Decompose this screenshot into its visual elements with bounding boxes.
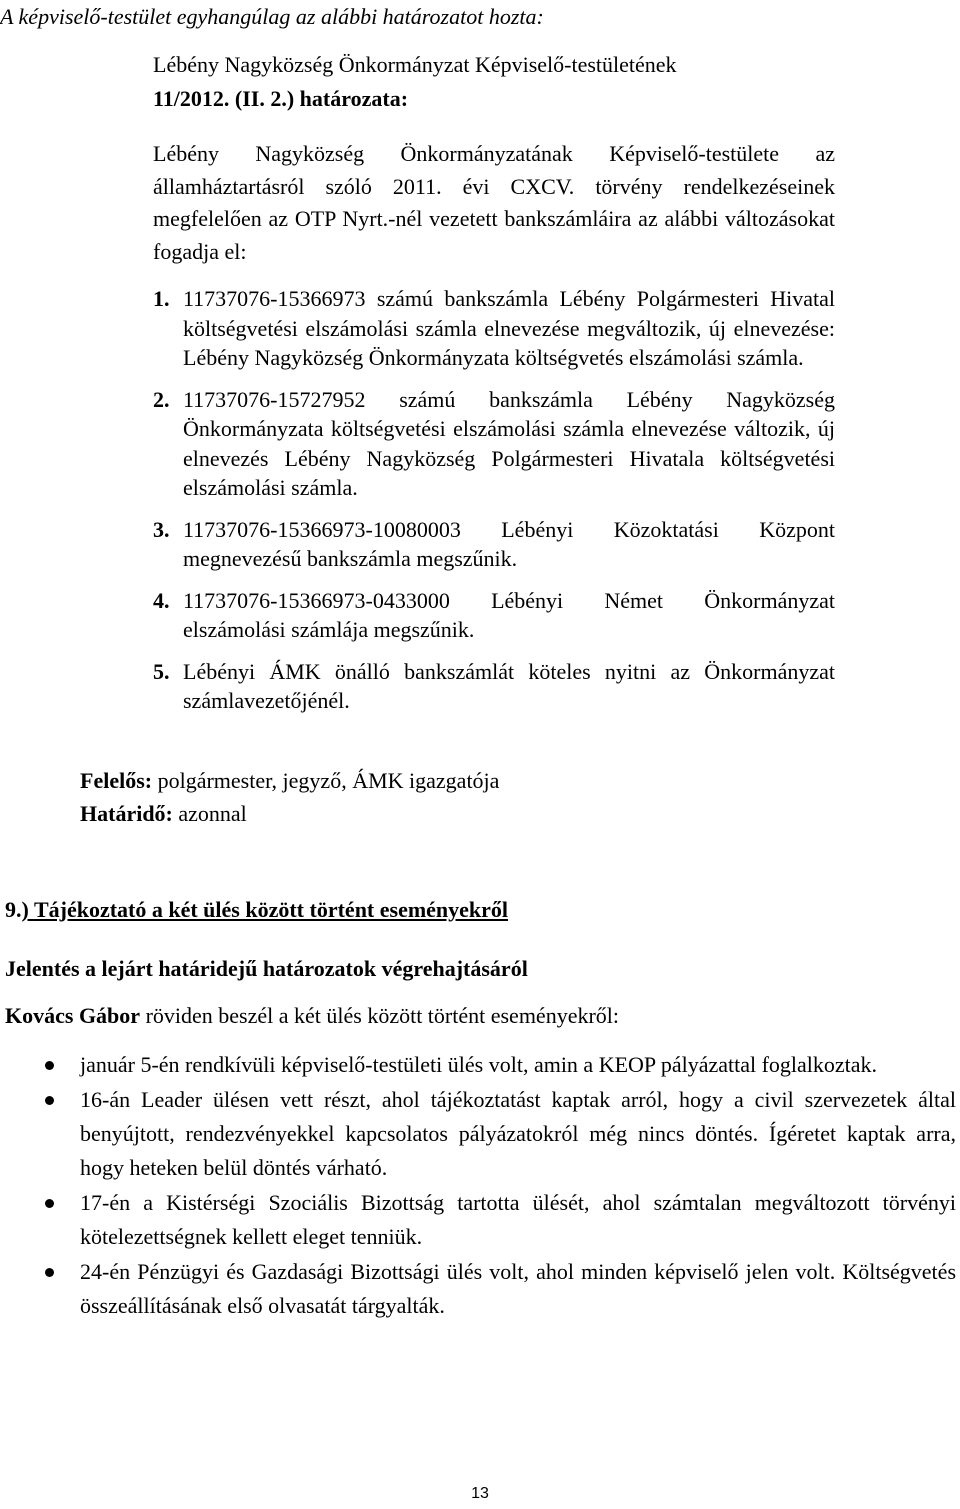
item-text: 11737076-15366973-0433000 Lébényi Német Önkormányzat elszámolási számlája megszűnik. xyxy=(183,587,835,642)
section-9-heading xyxy=(5,895,508,925)
section-9-title: ) Tájékoztató a két ülés között történt eseményekről xyxy=(21,897,509,922)
responsibility-block xyxy=(80,764,499,830)
speaker-text: röviden beszél a két ülés között történt eseményekről: xyxy=(140,1003,620,1028)
resolution-item xyxy=(153,284,835,373)
item-text: Lébényi ÁMK önálló bankszámlát köteles nyitni az Önkormányzat számlavezetőjénél. xyxy=(183,658,835,713)
bullet-icon xyxy=(45,1061,54,1070)
deadline-label: Határidő: xyxy=(80,801,173,826)
events-list xyxy=(80,1048,956,1324)
speaker-name: Kovács Gábor xyxy=(5,1003,141,1028)
item-number: 1. xyxy=(153,286,170,311)
list-item-text: 16-án Leader ülésen vett részt, ahol tájékoztatást kaptak arról, hogy a civil szervezetek által benyújtott, rendezvényekkel kapcsolatos pályázatokról még nincs döntés. Ígéretet kaptak arra, hogy heteken belül döntés várható. xyxy=(80,1087,956,1180)
list-item-text: 24-én Pénzügyi és Gazdasági Bizottsági ülés volt, ahol minden képviselő jelen volt. Költségvetés összeállításának első olvasatát tárgyalták. xyxy=(80,1259,956,1318)
resolution-number: 11/2012. (II. 2.) határozata: xyxy=(153,86,409,111)
resolution-items xyxy=(153,284,835,728)
item-number: 3. xyxy=(153,516,170,542)
list-item xyxy=(80,1186,956,1254)
item-number: 2. xyxy=(153,386,170,412)
resolution-item xyxy=(153,385,835,503)
resolution-header: Lébény Nagyközség Önkormányzat Képviselő-testületének xyxy=(153,52,677,77)
intro-text: A képviselő-testület egyhangúlag az alábbi határozatot hozta: xyxy=(0,4,544,29)
speaker-line xyxy=(5,1001,619,1031)
list-item-text: január 5-én rendkívüli képviselő-testületi ülés volt, amin a KEOP pályázattal foglalkoztak. xyxy=(80,1052,878,1077)
section-9-title-text: Tájékoztató a két ülés között történt eseményekről xyxy=(33,897,509,922)
item-text: 11737076-15366973 számú bankszámla Lébény Polgármesteri Hivatal költségvetési elszámolási számla elnevezése megváltozik, új elnevezése: Lébény Nagyközség Önkormányzata költségvetés elszámolási számla. xyxy=(183,286,835,370)
bullet-icon xyxy=(45,1268,54,1277)
responsible-value: polgármester, jegyző, ÁMK igazgatója xyxy=(152,768,500,793)
list-item-text: 17-én a Kistérségi Szociális Bizottság tartotta ülését, ahol számtalan megváltozott törvényi kötelezettségnek kellett eleget tenniük. xyxy=(80,1190,956,1249)
bullet-icon xyxy=(45,1199,54,1208)
item-number: 5. xyxy=(153,658,170,684)
resolution-item xyxy=(153,515,835,574)
responsible-label: Felelős: xyxy=(80,768,153,793)
deadline-value: azonnal xyxy=(172,801,247,826)
report-heading: Jelentés a lejárt határidejű határozatok végrehajtásáról xyxy=(5,956,528,981)
item-text: 11737076-15727952 számú bankszámla Lébény Nagyközség Önkormányzata költségvetési elszámolási számla elnevezése változik, új elnevezés Lébény Nagyközség Polgármesteri Hivatala költségvetési elszámolási számla. xyxy=(183,386,835,500)
list-item xyxy=(80,1048,956,1082)
item-number: 4. xyxy=(153,587,170,613)
resolution-item xyxy=(153,586,835,645)
resolution-title xyxy=(153,48,835,116)
resolution-body: Lébény Nagyközség Önkormányzatának Képviselő-testülete az államháztartásról szóló 2011. évi CXCV. törvény rendelkezéseinek megfelelően az OTP Nyrt.-nél vezetett bankszámláira az alábbi változásokat fogadja el: xyxy=(153,141,835,264)
bullet-icon xyxy=(45,1096,54,1105)
page-number: 13 xyxy=(471,1485,489,1502)
list-item xyxy=(80,1083,956,1185)
section-9-number: 9. xyxy=(5,897,22,922)
list-item xyxy=(80,1255,956,1323)
resolution-item xyxy=(153,657,835,716)
item-text: 11737076-15366973-10080003 Lébényi Közoktatási Központ megnevezésű bankszámla megszűnik. xyxy=(183,516,835,571)
